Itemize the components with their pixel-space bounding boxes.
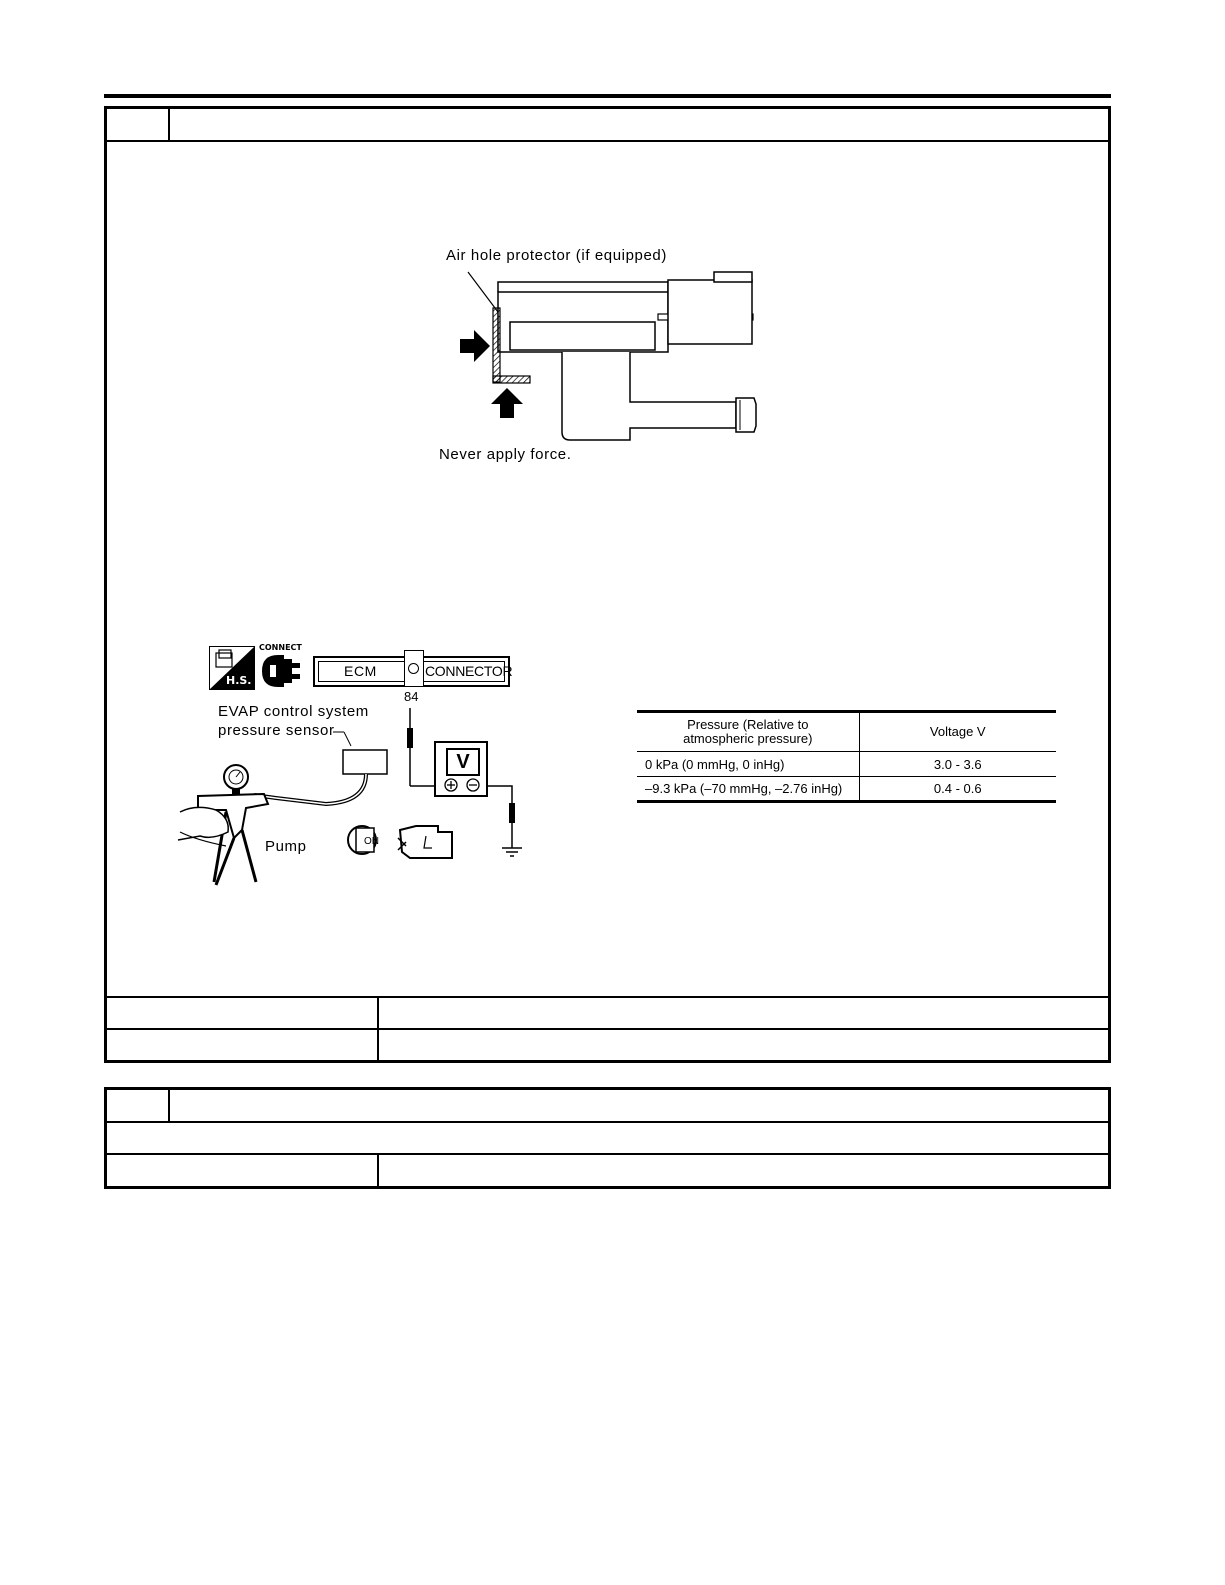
header-voltage: Voltage V <box>859 712 1056 752</box>
header-pressure-line1: Pressure (Relative to <box>687 717 809 732</box>
page-top-rule <box>104 94 1111 98</box>
connect-badge-text: CONNECT <box>259 643 302 652</box>
cell-voltage: 3.0 - 3.6 <box>859 752 1056 777</box>
ecm-connector-block <box>313 656 513 687</box>
hs-badge <box>209 646 255 690</box>
cell-voltage: 0.4 - 0.6 <box>859 777 1056 802</box>
step2-row-rule <box>106 1153 1109 1155</box>
terminal-number: 84 <box>404 689 419 704</box>
voltmeter <box>434 741 488 797</box>
step-header-rule <box>106 140 1109 142</box>
pump-label: Pump <box>265 838 307 855</box>
meter-terminals-icon <box>442 777 484 793</box>
key-on-label: ON <box>364 836 379 847</box>
step2-column-divider <box>377 1154 379 1186</box>
connect-plug-icon <box>258 653 302 689</box>
connector-label: CONNECTOR <box>425 663 513 679</box>
result-row-rule-1 <box>106 996 1109 998</box>
result-row-rule-2 <box>106 1028 1109 1030</box>
result-column-divider <box>377 997 379 1060</box>
pressure-voltage-table <box>637 710 1056 803</box>
table-row <box>637 777 1056 802</box>
step-number-divider <box>168 108 170 141</box>
table-row <box>637 752 1056 777</box>
cell-pressure: –9.3 kPa (–70 mmHg, –2.76 inHg) <box>637 777 859 802</box>
header-pressure-line2: atmospheric pressure) <box>683 731 813 746</box>
cell-pressure: 0 kPa (0 mmHg, 0 inHg) <box>637 752 859 777</box>
table-header-row <box>637 712 1056 752</box>
header-pressure <box>637 712 859 752</box>
sensor-label-line1: EVAP control system <box>218 703 369 720</box>
hs-badge-text: H.S. <box>226 674 252 687</box>
sensor-protector-diagram <box>440 262 770 452</box>
sensor-label-line2: pressure sensor <box>218 722 335 739</box>
step-box-2 <box>104 1087 1111 1189</box>
voltmeter-display <box>446 748 480 776</box>
ecm-label: ECM <box>344 663 377 679</box>
step2-header-rule <box>106 1121 1109 1123</box>
air-hole-protector-label: Air hole protector (if equipped) <box>446 247 667 264</box>
connector-key <box>404 650 424 687</box>
step-number-divider-2 <box>168 1089 170 1122</box>
voltmeter-symbol: V <box>456 751 470 773</box>
never-apply-force-label: Never apply force. <box>439 446 572 463</box>
